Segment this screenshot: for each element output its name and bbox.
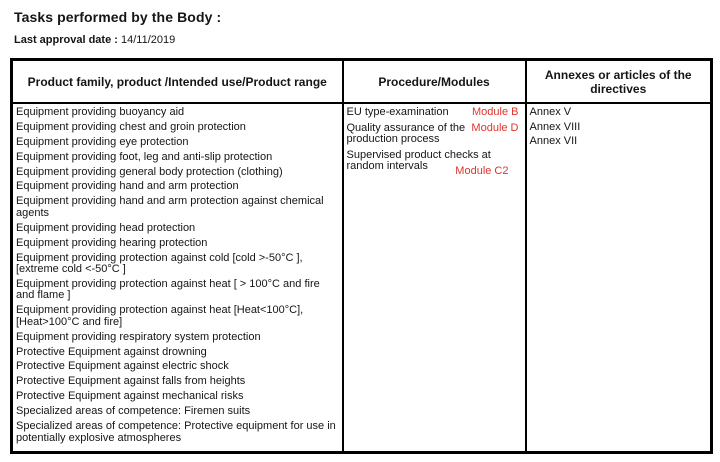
module-badge: Module C2 <box>455 165 509 177</box>
procedure-label: EU type-examination <box>346 106 449 118</box>
page-title: Tasks performed by the Body : <box>14 9 222 25</box>
annex-item: Annex V <box>529 106 572 118</box>
approval-date-value: 14/11/2019 <box>120 34 176 46</box>
product-item: Specialized areas of competence: Firemen suits <box>16 405 251 418</box>
procedure-modules-cell <box>343 103 526 452</box>
module-badge: Module B <box>472 106 519 118</box>
procedure-item <box>347 123 522 146</box>
product-item: Equipment providing head protection <box>16 221 196 234</box>
tasks-table <box>10 58 713 454</box>
procedure-label: Supervised product checks at random intervals <box>346 148 491 172</box>
product-item: Protective Equipment against falls from heights <box>16 375 246 388</box>
procedure-item <box>347 107 522 119</box>
table-body-row <box>12 103 712 452</box>
product-item: Equipment providing buoyancy aid <box>16 106 185 118</box>
product-item: Specialized areas of competence: Protective equipment for use in potentially explosive atmospheres <box>16 420 336 444</box>
product-item: Equipment providing chest and groin protection <box>16 120 246 133</box>
product-item: Equipment providing protection against cold [cold >-50°C ], [extreme cold <-50°C ] <box>16 251 303 276</box>
col-header-product-family: Product family, product /Intended use/Product range <box>12 60 343 104</box>
approval-date-label: Last approval date : <box>14 34 118 46</box>
product-item: Equipment providing hearing protection <box>16 236 208 249</box>
product-item: Equipment providing foot, leg and anti-slip protection <box>16 150 273 163</box>
col-header-annexes: Annexes or articles of the directives <box>526 60 712 104</box>
product-item: Equipment providing protection against heat [Heat<100°C], [Heat>100°C and fire] <box>16 304 304 328</box>
product-item: Protective Equipment against mechanical risks <box>16 390 244 403</box>
approval-date-line <box>14 34 710 46</box>
product-item: Equipment providing respiratory system protection <box>16 330 261 343</box>
annex-item: Annex VIII <box>529 120 581 133</box>
product-item: Equipment providing hand and arm protection against chemical agents <box>16 195 324 219</box>
product-item: Equipment providing hand and arm protection <box>16 180 239 193</box>
product-item: Equipment providing eye protection <box>16 135 189 148</box>
table-header-row <box>12 60 712 104</box>
col-header-procedure-modules: Procedure/Modules <box>343 60 526 104</box>
product-family-cell <box>12 103 343 452</box>
product-item: Protective Equipment against drowning <box>16 345 207 358</box>
module-badge: Module D <box>471 121 519 134</box>
product-item: Equipment providing general body protection (clothing) <box>16 165 283 178</box>
product-item: Protective Equipment against electric shock <box>16 360 229 373</box>
procedure-item <box>346 148 522 177</box>
annexes-cell <box>526 103 712 452</box>
annex-item: Annex VII <box>529 135 578 147</box>
procedure-label: Quality assurance of the production process <box>346 121 466 145</box>
product-item: Equipment providing protection against heat [ > 100°C and fire and flame ] <box>16 277 320 302</box>
